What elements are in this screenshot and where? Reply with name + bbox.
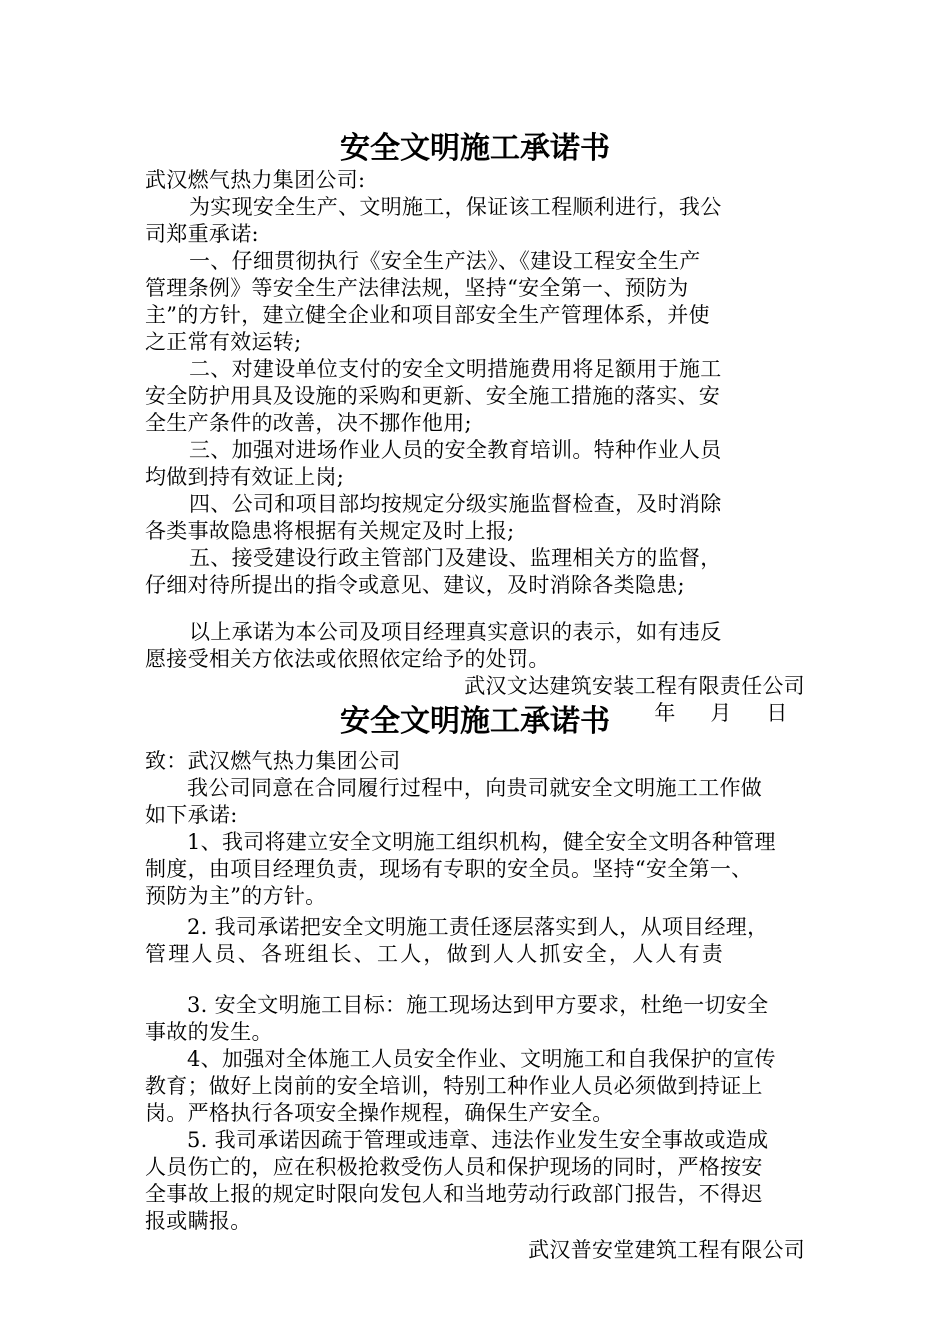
text-line: 仔细对待所提出的指令或意见、建议，及时消除各类隐患; [145,573,685,597]
text-line: 4、加强对全体施工人员安全作业、文明施工和自我保护的宣传 [187,1047,776,1071]
letter-1-paragraph [145,194,805,248]
text-line: 一、仔细贯彻执行《安全生产法》、《建设工程安全生产 [189,249,701,273]
letter-1-addressee: 武汉燃气热力集团公司: [145,168,366,192]
text-line: 三、加强对进场作业人员的安全教育培训。特种作业人员 [189,438,722,462]
letter-1-closing [145,619,805,673]
text-line: 各类事故隐患将根据有关规定及时上报; [145,519,515,543]
date-day: 日 [766,701,788,725]
letter-1-paragraph [145,248,805,356]
text-line: 全事故上报的规定时限向发包人和当地劳动行政部门报告，不得迟 [145,1182,763,1206]
letter-1-signature: 武汉文达建筑安装工程有限责任公司 [464,674,805,698]
text-line: 5. 我司承诺因疏于管理或违章、违法作业发生安全事故或造成 [187,1128,769,1152]
text-line: 二、对建设单位支付的安全文明措施费用将足额用于施工 [189,357,722,381]
commitment-letter-1 [145,131,805,727]
letter-1-paragraph [145,491,805,545]
text-line: 事故的发生。 [145,1020,273,1044]
text-line: 报或瞒报。 [145,1209,252,1233]
letter-2-title: 安全文明施工承诺书 [340,704,610,739]
text-line: 我公司同意在合同履行过程中，向贵司就安全文明施工工作做 [187,776,763,800]
text-line: 以上承诺为本公司及项目经理真实意识的表示，如有违反 [189,620,722,644]
letter-2-paragraph [145,775,805,829]
letter-2-paragraph [145,914,805,968]
text-line: 之正常有效运转; [145,330,302,354]
text-line: 岗。严格执行各项安全操作规程，确保生产安全。 [145,1101,614,1125]
text-line: 为实现安全生产、文明施工，保证该工程顺利进行，我公 [189,195,722,219]
date-year: 年 [654,701,676,725]
letter-2-paragraph [145,829,805,910]
text-line: 制度，由项目经理负责，现场有专职的安全员。坚持“安全第一、 [145,857,753,881]
text-line: 全生产条件的改善，决不挪作他用; [145,411,472,435]
text-line: 3. 安全文明施工目标：施工现场达到甲方要求，杜绝一切安全 [187,993,769,1017]
text-line: 2. 我司承诺把安全文明施工责任逐层落实到人，从项目经理， [187,915,769,939]
text-line: 五、接受建设行政主管部门及建设、监理相关方的监督， [189,546,722,570]
text-line: 主”的方针，建立健全企业和项目部安全生产管理体系，并使 [145,303,710,327]
text-line: 均做到持有效证上岗; [145,465,345,489]
letter-2-addressee: 致：武汉燃气热力集团公司 [145,749,401,773]
letter-2-paragraph [145,1046,805,1127]
letter-1-title: 安全文明施工承诺书 [340,131,610,166]
text-line: 愿接受相关方依法或依照依定给予的处罚。 [145,647,550,671]
text-line: 人员伤亡的，应在积极抢救受伤人员和保护现场的同时，严格按安 [145,1155,763,1179]
text-line: 管理条例》等安全生产法律法规，坚持“安全第一、预防为 [145,276,689,300]
date-month: 月 [710,701,732,725]
letter-1-paragraph [145,356,805,437]
letter-2-paragraph [145,992,805,1046]
text-line: 四、公司和项目部均按规定分级实施监督检查，及时消除 [189,492,722,516]
text-line: 如下承诺: [145,803,238,827]
letter-2-signature: 武汉普安堂建筑工程有限公司 [528,1238,805,1262]
commitment-letter-2 [145,704,805,1264]
text-line: 安全防护用具及设施的采购和更新、安全施工措施的落实、安 [145,384,721,408]
letter-1-paragraph [145,437,805,491]
text-line: 1、我司将建立安全文明施工组织机构，健全安全文明各种管理 [187,830,776,854]
letter-2-paragraph [145,1127,805,1235]
text-line: 管理人员、各班组长、工人，做到人人抓安全，人人有责 [145,942,725,966]
letter-1-paragraph [145,545,805,599]
text-line: 教育；做好上岗前的安全培训，特别工种作业人员必须做到持证上 [145,1074,763,1098]
text-line: 司郑重承诺: [145,222,259,246]
text-line: 预防为主”的方针。 [145,884,327,908]
